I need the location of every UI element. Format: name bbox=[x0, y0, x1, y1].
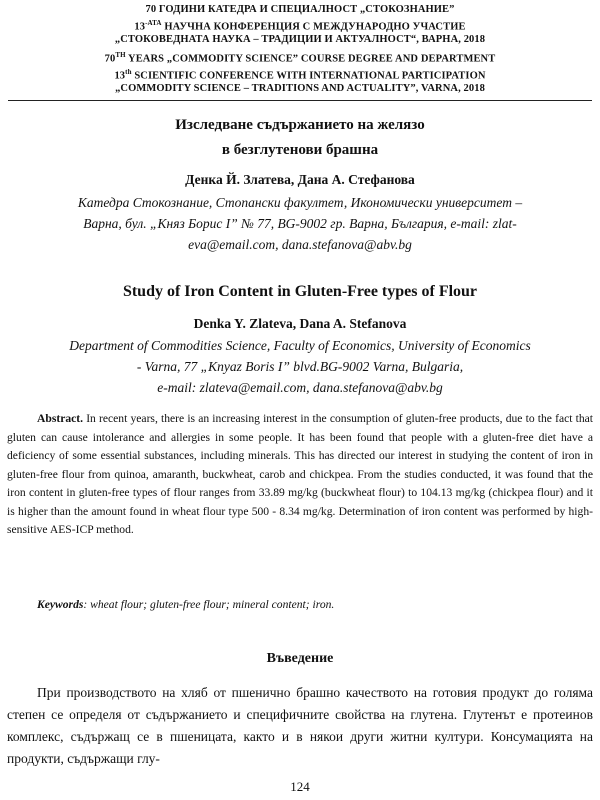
header-line-6: „COMMODITY SCIENCE – TRADITIONS AND ACTUALITY”, VARNA, 2018 bbox=[115, 83, 485, 94]
body-paragraph: При производството на хляб от пшенично брашно качеството на готовия продукт до голяма степен се определя от съдържанието и специфичните свойства на глутена. Глутенът е протеинов комплекс, съдържащ се в пшеницата, както и в някои други житни култури. Консумацията на продукти, съдържащи глу- bbox=[7, 685, 593, 766]
keywords bbox=[37, 598, 334, 611]
abstract bbox=[7, 410, 593, 540]
bg-affiliation bbox=[0, 192, 600, 255]
header-line-3: „СТОКОВЕДНАТА НАУКА – ТРАДИЦИИ И АКТУАЛНОСТ“, ВАРНА, 2018 bbox=[114, 33, 486, 45]
bg-title-line-2: в безглутенови брашна bbox=[221, 142, 379, 158]
bg-authors: Денка Й. Златева, Дана А. Стефанова bbox=[185, 172, 415, 187]
keywords-text: : wheat flour; gluten-free flour; mineral content; iron. bbox=[83, 598, 335, 611]
en-authors: Denka Y. Zlateva, Dana A. Stefanova bbox=[193, 316, 407, 331]
header-line-1: 70 ГОДИНИ КАТЕДРА И СПЕЦИАЛНОСТ „СТОКОЗНАНИЕ” bbox=[145, 4, 455, 15]
header-line-5: 13th SCIENTIFIC CONFERENCE WITH INTERNATIONAL PARTICIPATION bbox=[114, 68, 486, 82]
keywords-label: Keywords bbox=[37, 598, 84, 611]
bg-affiliation-line-2: Варна, бул. „Княз Борис I” № 77, BG-9002 гр. Варна, България, e-mail: zlat- bbox=[83, 216, 517, 231]
bg-title-line-1: Изследване съдържанието на желязо bbox=[175, 117, 425, 133]
en-affiliation-line-1: Department of Commodities Science, Faculty of Economics, University of Economics bbox=[69, 338, 531, 353]
abstract-text: In recent years, there is an increasing interest in the consumption of gluten-free products, due to the fact that gluten can cause intolerance and allergies in some people. It has been found that people with a gluten-free diet have a deficiency of some essential substances, including minerals. This has directed our interest in studying the content of iron in gluten-free flour from quinoa, amaranth, buckwheat, carob and chickpea. From the studies conducted, it was found that the iron content in gluten-free types of flour ranges from 33.89 mg/kg (buckwheat flour) to 104.13 mg/kg (chickpea flour) and it is higher than the amount found in wheat flour type 500 - 8.34 mg/kg. Determination of iron content was performed by high-sensitive AES-ICP method. bbox=[7, 412, 593, 536]
en-affiliation bbox=[0, 335, 600, 398]
bg-affiliation-line-1: Катедра Стокознание, Стопански факултет, Икономически университет – bbox=[77, 195, 523, 210]
abstract-label: Abstract. bbox=[37, 412, 84, 425]
en-affiliation-line-2: - Varna, 77 „Knyaz Boris I” blvd.BG-9002 Varna, Bulgaria, bbox=[136, 359, 464, 374]
page-number: 124 bbox=[290, 779, 310, 794]
en-title: Study of Iron Content in Gluten-Free types of Flour bbox=[122, 283, 478, 300]
bg-affiliation-line-3: eva@email.com, dana.stefanova@abv.bg bbox=[188, 237, 412, 252]
header-line-2: $13^{-ATA}$ НАУЧНА КОНФЕРЕНЦИЯ С МЕЖДУНАРОДНО УЧАСТИЕ bbox=[134, 18, 466, 32]
header-divider bbox=[8, 100, 592, 101]
en-affiliation-line-3: e-mail: zlateva@email.com, dana.stefanova@abv.bg bbox=[157, 380, 443, 395]
section-heading-introduction: Въведение bbox=[266, 651, 334, 666]
conference-header bbox=[0, 0, 600, 96]
header-line-4: 70TH YEARS „COMMODITY SCIENCE” COURSE DEGREE AND DEPARTMENT bbox=[104, 51, 496, 65]
